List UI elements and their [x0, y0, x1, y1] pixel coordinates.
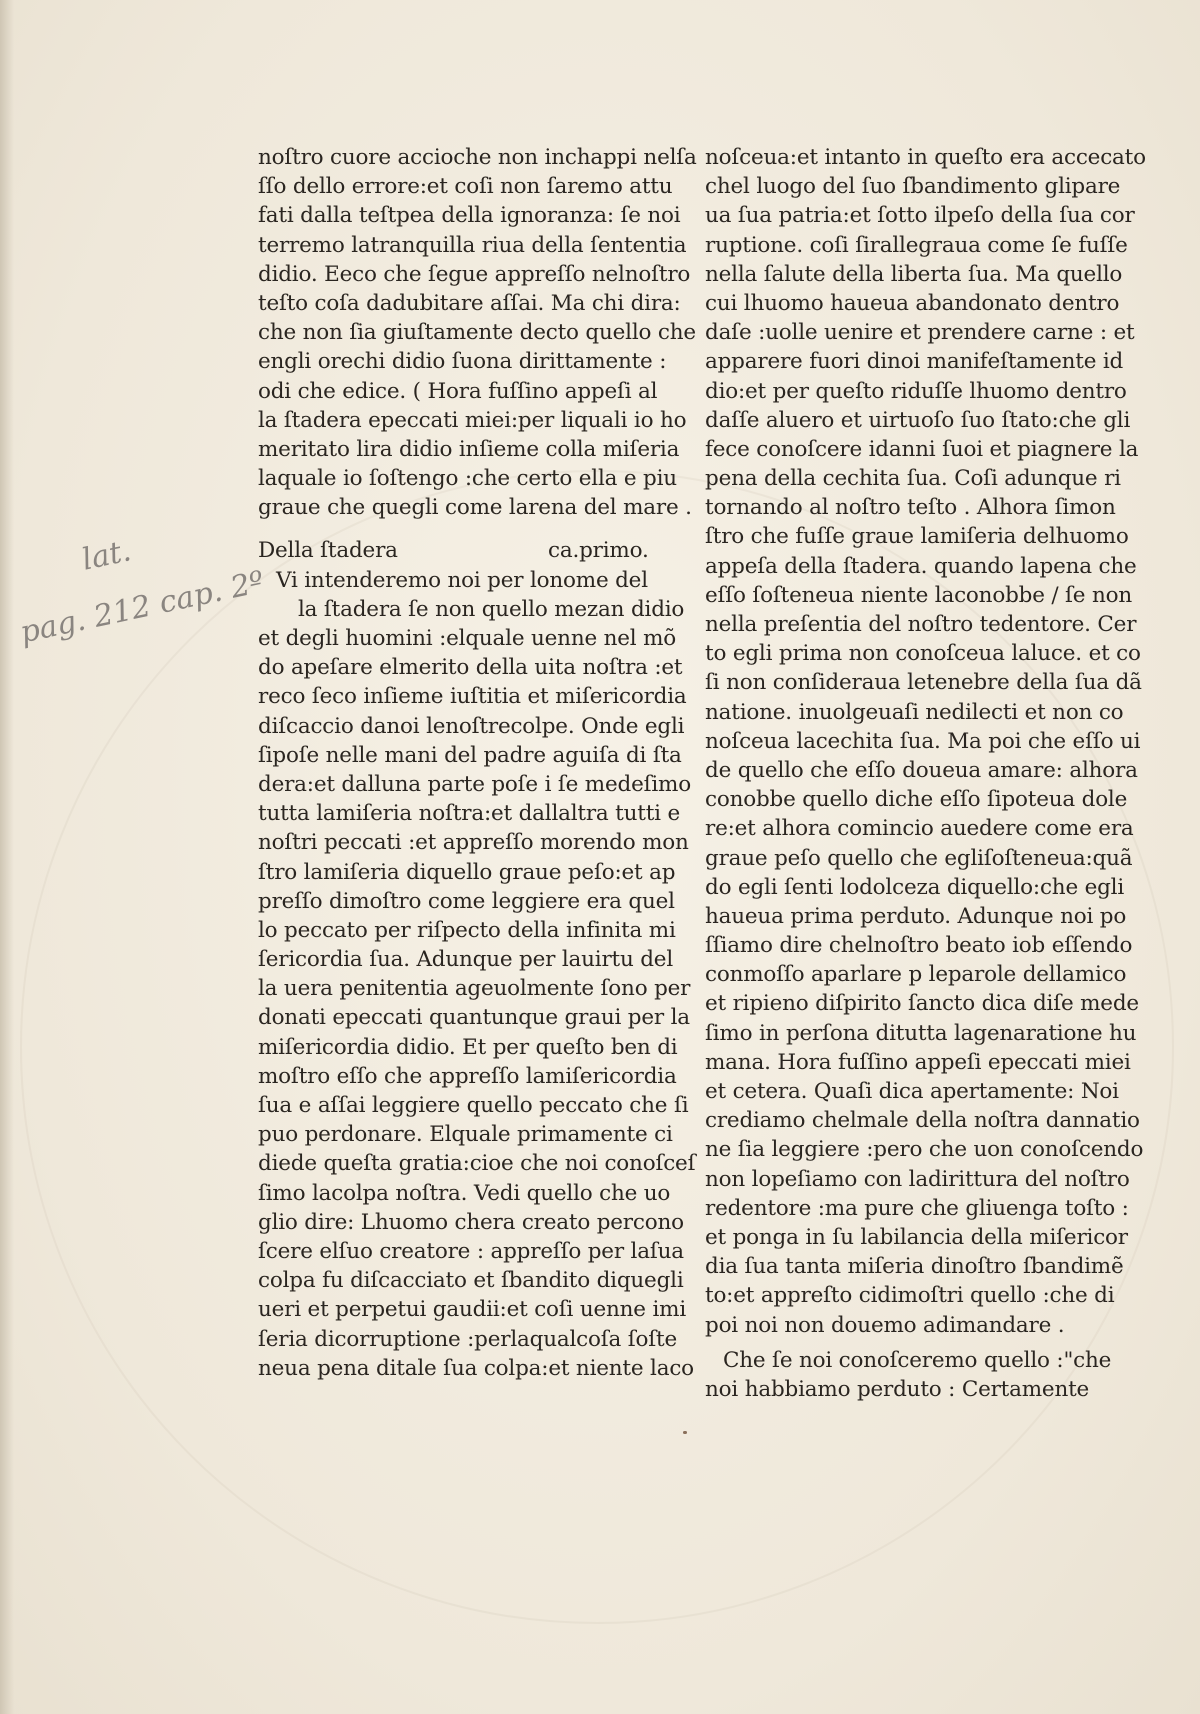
- text-line: odi che edice. ( Hora fuſſino appeſi al: [258, 378, 658, 404]
- text-line: ſcere elſuo creatore : appreſſo per laſua: [258, 1238, 684, 1264]
- text-line: tornando al noſtro teſto . Alhora ſimon: [705, 495, 1116, 521]
- left-column-body-lines: [258, 624, 696, 1383]
- text-line: ſua e aſſai leggiere quello peccato che ſi: [258, 1093, 689, 1118]
- text-line: conobbe quello diche eſſo ſipoteua dole: [705, 787, 1128, 813]
- text-line: chel luogo del ſuo ſbandimento glipare: [705, 174, 1121, 200]
- text-line: appeſa della ſtadera. quando lapena che: [705, 553, 1137, 579]
- text-line: diede queſta gratia:cioe che noi conoſceſ: [258, 1151, 696, 1177]
- right-text-column: [705, 143, 1146, 1404]
- text-line: redentore :ma pure che gliuenga toſto :: [705, 1195, 1129, 1221]
- text-line: miſericordia didio. Et per queſto ben di: [258, 1034, 678, 1060]
- paragraph-first-line: Che ſe noi conoſceremo quello :"che: [723, 1347, 1112, 1373]
- text-line: natione. inuolgeuaſi nedilecti et non co: [705, 699, 1124, 725]
- text-line: do apeſare elmerito della uita noſtra :et: [258, 655, 683, 681]
- page-spine-shadow: [0, 0, 14, 1714]
- text-line: che non ſia giuſtamente decto quello che: [258, 320, 696, 346]
- text-line: ſeria dicorruptione :perlaqualcoſa ſoſte: [258, 1326, 677, 1352]
- text-line: graue peſo quello che egliſoſteneua:quã: [705, 845, 1133, 871]
- text-line: dia ſua tanta miſeria dinoſtro ſbandimẽ: [705, 1254, 1124, 1280]
- text-line: cui lhuomo haueua abandonato dentro: [705, 290, 1120, 316]
- text-line: to:et appreſto cidimoſtri quello :che di: [705, 1283, 1115, 1309]
- text-line: la uera penitentia ageuolmente ſono per: [258, 976, 691, 1002]
- text-line: lo peccato per riſpecto della infinita mi: [258, 917, 676, 943]
- text-line: conmoſſo aparlare p leparole dellamico: [705, 962, 1127, 988]
- text-line: haueua prima perduto. Adunque noi po: [705, 903, 1127, 929]
- text-line: reco ſeco inſieme iuſtitia et miſericordia: [258, 684, 687, 710]
- text-line: eſſo ſoſteneua niente laconobbe / ſe non: [705, 582, 1132, 608]
- text-line: de quello che eſſo doueua amare: alhora: [705, 757, 1138, 783]
- text-line: teſto coſa dadubitare aſſai. Ma chi dira:: [258, 290, 681, 316]
- text-line: noſtri peccati :et appreſſo morendo mon: [258, 830, 689, 856]
- marginal-note-reference: pag. 212 cap. 2º: [17, 564, 268, 651]
- text-line: daſſe aluero et uirtuoſo ſuo ſtato:che gli: [705, 407, 1131, 433]
- text-line: terremo latranquilla riua della ſententia: [258, 232, 687, 258]
- text-line: non lopeſiamo con ladirittura del noſtro: [705, 1166, 1130, 1192]
- text-line: la ſtadera epeccati miei:per liquali io ho: [258, 407, 687, 433]
- text-line: didio. Eeco che ſegue appreſſo nelnoſtro: [258, 261, 691, 287]
- text-line: meritato lira didio inſieme colla miſeria: [258, 436, 680, 462]
- text-line: colpa fu diſcacciato et ſbandito diquegli: [258, 1268, 684, 1294]
- text-line: moſtro eſſo che appreſſo lamiſericordia: [258, 1063, 677, 1089]
- text-line: mana. Hora fuſſino appeſi epeccati miei: [705, 1049, 1131, 1075]
- text-line: dio:et per queſto riduſſe lhuomo dentro: [705, 378, 1127, 404]
- text-line: preſſo dimoſtro come leggiere era quel: [258, 888, 675, 914]
- text-line: nella ſalute della liberta ſua. Ma quello: [705, 261, 1123, 287]
- text-line: noſceua lacechita ſua. Ma poi che eſſo ui: [705, 728, 1141, 754]
- chapter-first-line: Vi intenderemo noi per lonome del: [276, 567, 648, 593]
- text-line: apparere fuori dinoi manifeſtamente id: [705, 349, 1124, 375]
- ink-speck: [683, 1431, 687, 1434]
- text-line: ſſiamo dire chelnoſtro beato iob eſſendo: [705, 933, 1133, 959]
- text-line: neua pena ditale ſua colpa:et niente laco: [258, 1355, 694, 1381]
- text-line: et degli huomini :elquale uenne nel mõ: [258, 626, 677, 651]
- text-line: ua ſua patria:et ſotto ilpeſo della ſua cor: [705, 203, 1135, 229]
- text-line: ruptione. coſi ſirallegraua come ſe fuſſe: [705, 232, 1128, 258]
- text-line: ſſo dello errore:et coſi non ſaremo attu: [258, 174, 673, 200]
- text-line: graue che quegli come larena del mare .: [258, 495, 692, 521]
- chapter-title: Della ſtadera: [258, 538, 398, 564]
- text-line: ſericordia ſua. Adunque per lauirtu del: [258, 947, 674, 973]
- text-line: donati epeccati quantunque graui per la: [258, 1005, 690, 1031]
- text-line: do egli ſenti lodolceza diquello:che egli: [705, 874, 1125, 900]
- text-line: ſtro che fuſſe graue lamiſeria delhuomo: [705, 524, 1129, 550]
- text-line: crediamo chelmale della noſtra dannatio: [705, 1108, 1140, 1134]
- text-line: re:et alhora comincio auedere come era: [705, 816, 1134, 842]
- paragraph-second-line: noi habbiamo perduto : Certamente: [705, 1376, 1090, 1402]
- text-line: glio dire: Lhuomo chera creato percono: [258, 1209, 684, 1235]
- text-line: noſtro cuore accioche non inchappi nelſa: [258, 145, 697, 170]
- text-line: fece conoſcere idanni ſuoi et piagnere la: [705, 436, 1139, 462]
- text-line: dera:et dalluna parte poſe i ſe medeſimo: [258, 771, 691, 797]
- marginal-note-lat: lat.: [78, 533, 135, 578]
- text-line: poi noi non douemo adimandare .: [705, 1312, 1065, 1338]
- chapter-heading: [258, 536, 668, 565]
- text-line: engli orechi didio ſuona dirittamente :: [258, 349, 667, 375]
- text-line: to egli prima non conoſceua laluce. et co: [705, 641, 1141, 667]
- text-line: laquale io ſoſtengo :che certo ella e piu: [258, 466, 677, 492]
- text-line: ſi non conſideraua letenebre della ſua dã: [705, 670, 1142, 696]
- text-line: ſtro lamiſeria diquello graue peſo:et ap: [258, 859, 676, 885]
- text-line: ne ſia leggiere :pero che uon conoſcendo: [705, 1137, 1144, 1163]
- text-line: noſceua:et intanto in queſto era accecato: [705, 145, 1146, 170]
- text-line: ſipoſe nelle mani del padre aguiſa di ſta: [258, 742, 682, 768]
- text-line: diſcaccio danoi lenoſtrecolpe. Onde egli: [258, 713, 685, 739]
- text-line: fati dalla teſtpea della ignoranza: ſe noi: [258, 203, 681, 229]
- text-line: tutta lamiſeria noſtra:et dallaltra tutti e: [258, 801, 680, 827]
- text-line: ſimo lacolpa noſtra. Vedi quello che uo: [258, 1180, 671, 1206]
- text-line: ſimo in perſona ditutta lagenaratione hu: [705, 1020, 1137, 1046]
- left-text-column: [258, 143, 697, 1383]
- text-line: ueri et perpetui gaudii:et coſi uenne imi: [258, 1297, 687, 1323]
- text-line: et ripieno diſpirito ſancto dica diſe mede: [705, 991, 1139, 1017]
- chapter-second-line: la ſtadera ſe non quello mezan didio: [298, 596, 685, 622]
- text-line: puo perdonare. Elquale primamente ci: [258, 1122, 673, 1148]
- text-line: daſe :uolle uenire et prendere carne : et: [705, 320, 1135, 346]
- text-line: nella preſentia del noſtro tedentore. Cer: [705, 612, 1137, 637]
- text-line: pena della cechita ſua. Coſi adunque ri: [705, 466, 1121, 492]
- text-line: et cetera. Quaſi dica apertamente: Noi: [705, 1079, 1119, 1104]
- chapter-number: ca.primo.: [548, 538, 649, 564]
- right-column-body-lines: [705, 143, 1146, 1340]
- text-line: et ponga in ſu labilancia della miſericor: [705, 1224, 1128, 1250]
- left-column-opening-lines: [258, 143, 697, 522]
